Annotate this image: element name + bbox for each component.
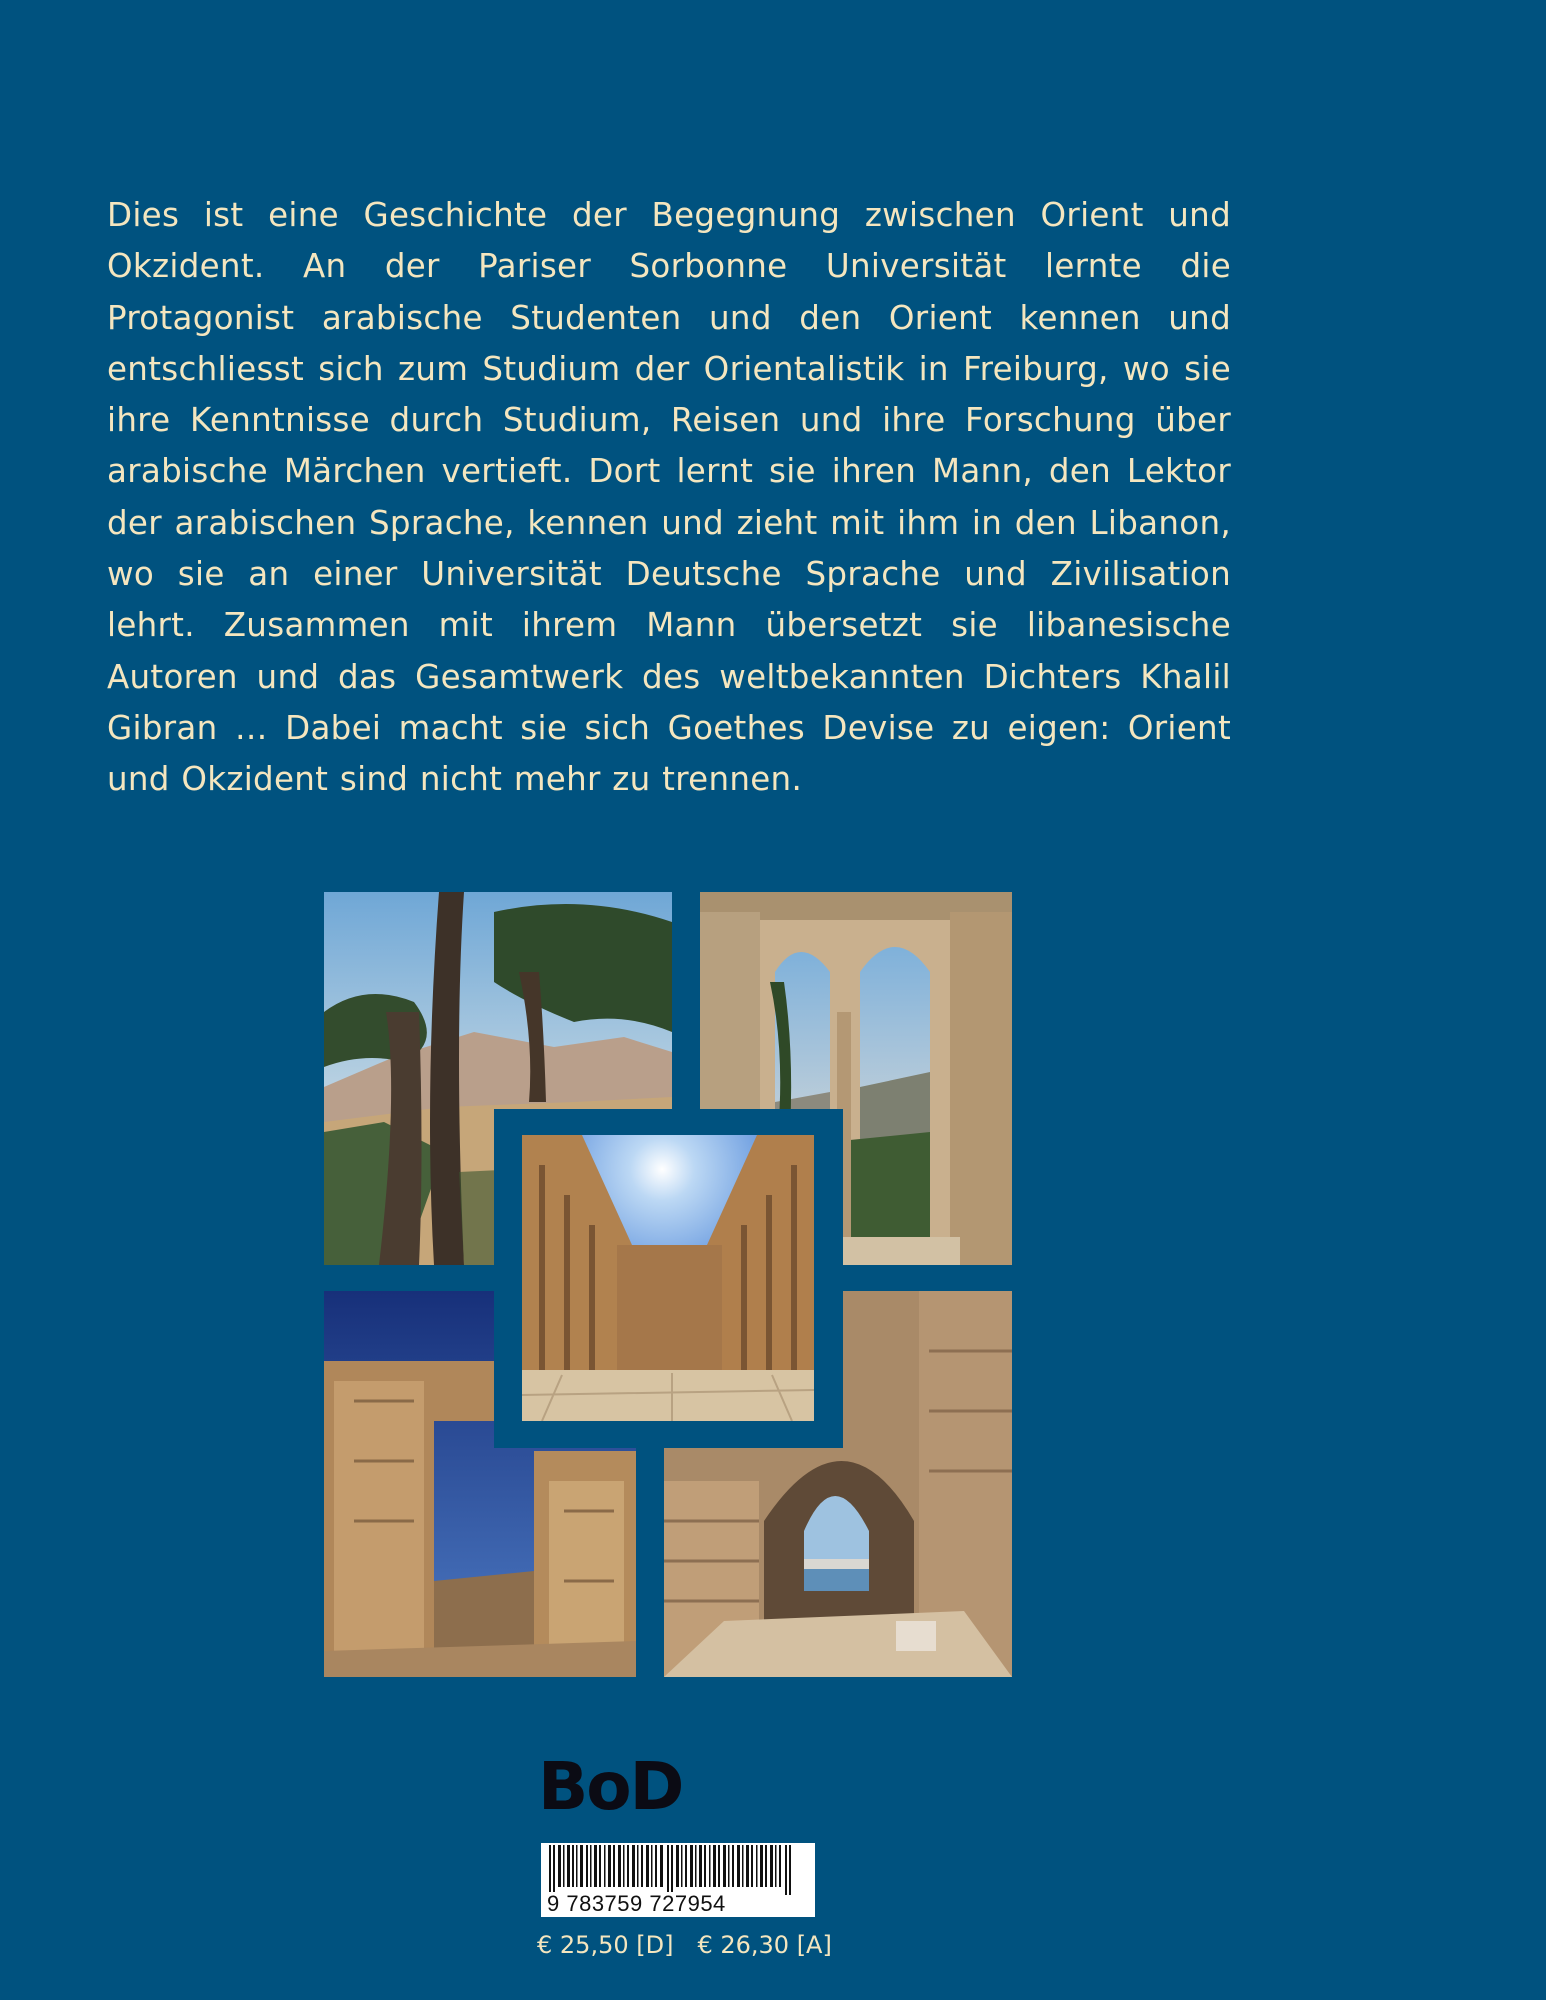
isbn-barcode [541, 1843, 815, 1917]
price-germany: € 25,50 [D] [537, 1931, 674, 1959]
price-austria: € 26,30 [A] [697, 1931, 832, 1959]
photo-temple-interior [522, 1135, 814, 1421]
blurb-paragraph: Dies ist eine Geschichte der Begegnung zwischen Orient und Okzident. An der Pariser Sorbonne Universität lernte die Protagonist arabische Studenten und den Orient kennen und entschliesst sich zum Studium der Orientalistik in Freiburg, wo sie ihre Kenntnisse durch Studium, Reisen und ihre Forschung über arabische Märchen vertieft. Dort lernt sie ihren Mann, den Lektor der arabischen Sprache, kennen und zieht mit ihm in den Libanon, wo sie an einer Universität Deutsche Sprache und Zivilisation lehrt. Zusammen mit ihrem Mann übersetzt sie libanesische Autoren und das Gesamtwerk des weltbekannten Dichters Khalil Gibran … Dabei macht sie sich Goethes Devise zu eigen: Orient und Okzident sind nicht mehr zu trennen. [107, 196, 1231, 799]
blurb-text-block [107, 190, 1231, 806]
isbn-number: 9 783759 727954 [547, 1891, 726, 1916]
publisher-logo: BoD [538, 1748, 683, 1825]
price-line [537, 1930, 832, 1960]
